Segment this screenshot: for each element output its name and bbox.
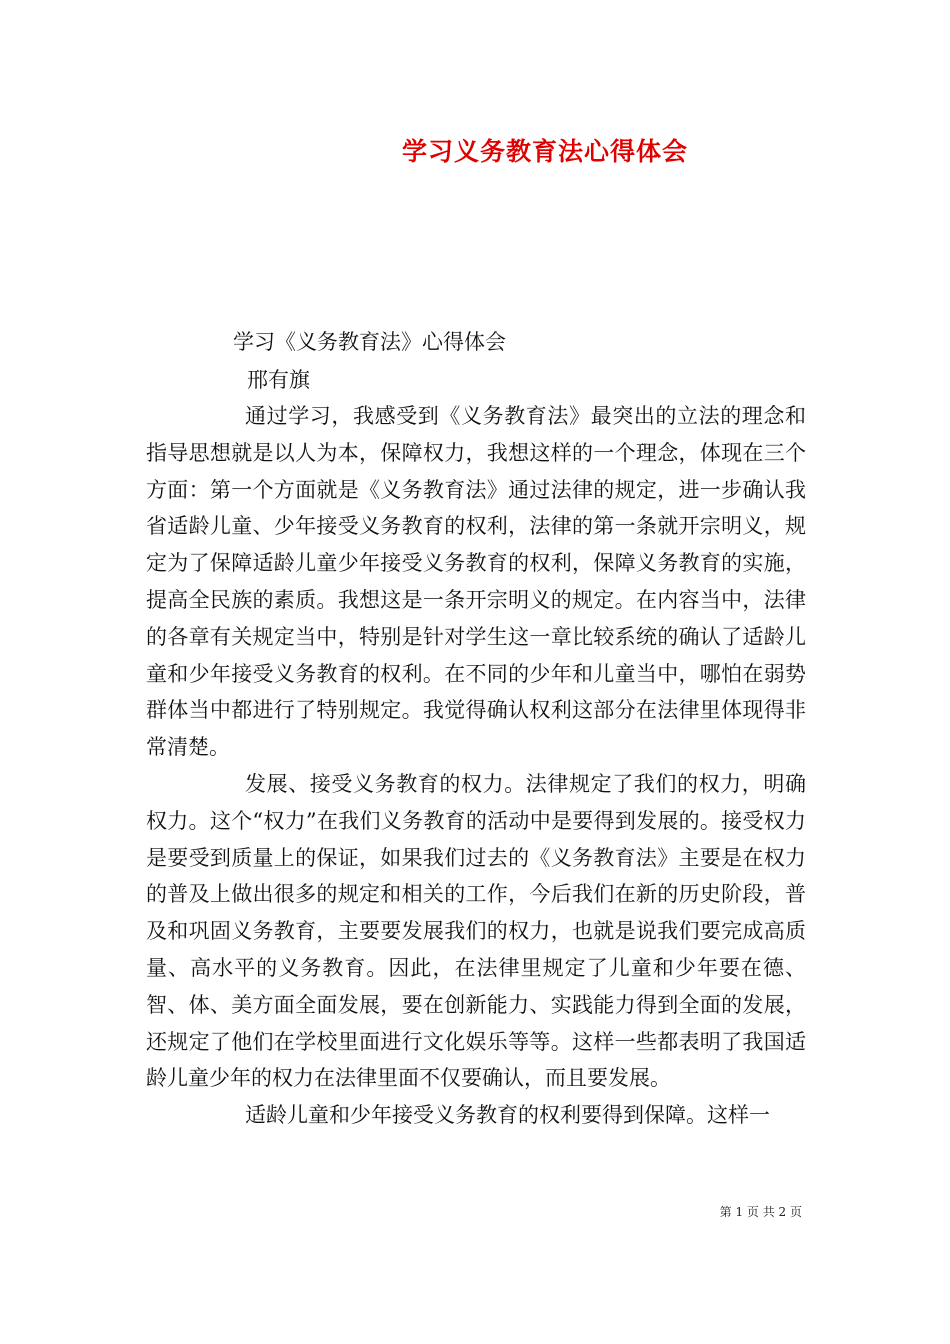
paragraph: 发展、接受义务教育的权力。法律规定了我们的权力，明确权力。这个“权力”在我们义务教育的活动中是要得到发展的。接受权力是要受到质量上的保证，如果我们过去的《义务教育法》主要是在权力的普及上做出很多的规定和相关的工作，今后我们在新的历史阶段，普及和巩固义务教育，主要要发展我们的权力，也就是说我们要完成高质量、高水平的义务教育。因此，在法律里规定了儿童和少年要在德、智、体、美方面全面发展，要在创新能力、实践能力得到全面的发展，还规定了他们在学校里面进行文化娱乐等等。这样一些都表明了我国适龄儿童少年的权力在法律里面不仅要确认，而且要发展。 <box>146 771 806 1091</box>
page-number: 第 1 页 共 2 页 <box>719 1205 802 1219</box>
document-subtitle: 学习《义务教育法》心得体会 <box>233 330 506 354</box>
paragraph: 通过学习，我感受到《义务教育法》最突出的立法的理念和指导思想就是以人为本，保障权力，我想这样的一个理念，体现在三个方面：第一个方面就是《义务教育法》通过法律的规定，进一步确认我省适龄儿童、少年接受义务教育的权利，法律的第一条就开宗明义，规定为了保障适龄儿童少年接受义务教育的权利，保障义务教育的实施，提高全民族的素质。我想这是一条开宗明义的规定。在内容当中，法律的各章有关规定当中，特别是针对学生这一章比较系统的确认了适龄儿童和少年接受义务教育的权利。在不同的少年和儿童当中，哪怕在弱势群体当中都进行了特别规定。我觉得确认权利这部分在法律里体现得非常清楚。 <box>146 404 806 760</box>
paragraph: 适龄儿童和少年接受义务教育的权利要得到保障。这样一 <box>245 1103 770 1128</box>
author-name: 邢有旗 <box>247 368 310 392</box>
document-title: 学习义务教育法心得体会 <box>401 137 688 166</box>
body-text <box>146 398 806 1134</box>
